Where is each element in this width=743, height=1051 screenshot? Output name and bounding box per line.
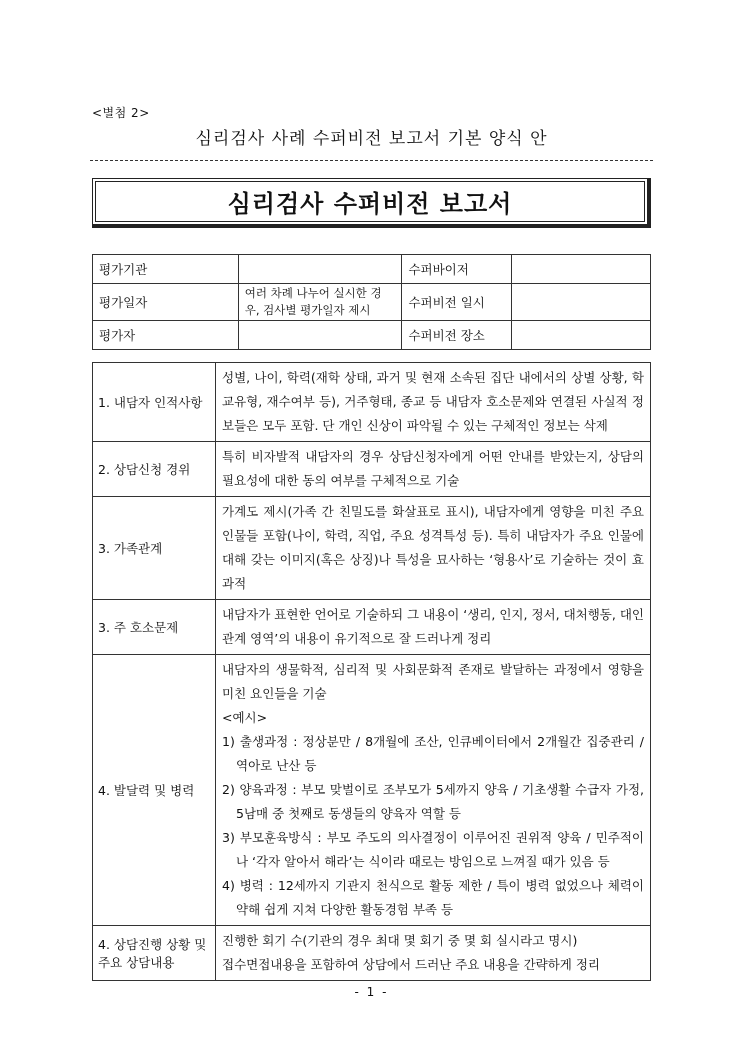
- section-row: [93, 497, 651, 600]
- supervisor-value[interactable]: [512, 255, 651, 284]
- section-label: 4. 발달력 및 병력: [93, 655, 216, 926]
- info-row-date: [93, 284, 651, 321]
- section-label: 3. 주 호소문제: [93, 600, 216, 655]
- info-row-agency: [93, 255, 651, 284]
- section-line: 진행한 회기 수(기관의 경우 최대 몇 회기 중 몇 회 실시라고 명시): [222, 933, 578, 948]
- section-label: 3. 가족관계: [93, 497, 216, 600]
- page-number: - 1 -: [354, 985, 389, 999]
- dashed-divider: [90, 160, 653, 161]
- sv-place-label: 수퍼비전 장소: [402, 321, 512, 350]
- date-label: 평가일자: [93, 284, 239, 321]
- info-row-evaluator: [93, 321, 651, 350]
- section-label: 1. 내담자 인적사항: [93, 363, 216, 442]
- section-row: [93, 363, 651, 442]
- section-content: 특히 비자발적 내담자의 경우 상담신청자에게 어떤 안내를 받았는지, 상담의 필요성에 대한 동의 여부를 구체적으로 기술: [216, 442, 651, 497]
- date-note: 여러 차례 나누어 실시한 경우, 검사별 평가일자 제시: [238, 284, 402, 321]
- section-row: [93, 442, 651, 497]
- section-line: 접수면접내용을 포함하여 상담에서 드러난 주요 내용을 간략하게 정리: [222, 957, 600, 972]
- list-item: 3) 부모훈육방식 : 부모 주도의 의사결정이 이루어진 권위적 양육 / 민주적이나 ‘각자 알아서 해라’는 식이라 때로는 방임으로 느껴질 때가 있음 등: [222, 830, 644, 869]
- sv-place-value[interactable]: [512, 321, 651, 350]
- section-content: 가계도 제시(가족 간 친밀도를 화살표로 표시), 내담자에게 영향을 미친 주요 인물들 포함(나이, 학력, 직업, 주요 성격특성 등). 특히 내담자가 주요 인물에 대해 갖는 이미지(혹은 상징)나 특성을 묘사하는 ‘형용사’로 기술하는 것이 효과적: [216, 497, 651, 600]
- section-content: 내담자가 표현한 언어로 기술하되 그 내용이 ‘생리, 인지, 정서, 대처행동, 대인관계 영역’의 내용이 유기적으로 잘 드러나게 정리: [216, 600, 651, 655]
- evaluator-value[interactable]: [238, 321, 402, 350]
- section-row: [93, 600, 651, 655]
- info-table: [92, 254, 651, 350]
- section-intro: 내담자의 생물학적, 심리적 및 사회문화적 존재로 발달하는 과정에서 영향을 미친 요인들을 기술: [222, 662, 644, 701]
- section-row: [93, 926, 651, 981]
- agency-label: 평가기관: [93, 255, 239, 284]
- sections-table: [92, 362, 651, 981]
- evaluator-label: 평가자: [93, 321, 239, 350]
- attachment-label: <별첨 2>: [92, 106, 150, 120]
- section-label: 4. 상담진행 상황 및 주요 상담내용: [93, 926, 216, 981]
- list-item: 4) 병력 : 12세까지 기관지 천식으로 활동 제한 / 특이 병력 없었으나 체력이 약해 쉽게 지쳐 다양한 활동경험 부족 등: [222, 878, 644, 917]
- document-title: 심리검사 사례 수퍼비전 보고서 기본 양식 안: [195, 129, 548, 149]
- example-label: <예시>: [222, 710, 268, 725]
- sv-date-value[interactable]: [512, 284, 651, 321]
- section-content: 성별, 나이, 학력(재학 상태, 과거 및 현재 소속된 집단 내에서의 상별 상황, 학교유형, 재수여부 등), 거주형태, 종교 등 내담자 호소문제와 연결된 사실적 정보들은 모두 포함. 단 개인 신상이 파악될 수 있는 구체적인 정보는 삭제: [216, 363, 651, 442]
- section-content: [216, 926, 651, 981]
- section-label: 2. 상담신청 경위: [93, 442, 216, 497]
- sv-date-label: 수퍼비전 일시: [402, 284, 512, 321]
- main-title-box: [92, 178, 651, 228]
- list-item: 2) 양육과정 : 부모 맞벌이로 조부모가 5세까지 양육 / 기초생활 수급자 가정, 5남매 중 첫째로 동생들의 양육자 역할 등: [222, 782, 644, 821]
- list-item: 1) 출생과정 : 정상분만 / 8개월에 조산, 인큐베이터에서 2개월간 집중관리 / 역아로 난산 등: [222, 734, 644, 773]
- supervisor-label: 수퍼바이저: [402, 255, 512, 284]
- agency-value[interactable]: [238, 255, 402, 284]
- section-content: [216, 655, 651, 926]
- section-row: [93, 655, 651, 926]
- main-title: 심리검사 수퍼비전 보고서: [227, 190, 513, 218]
